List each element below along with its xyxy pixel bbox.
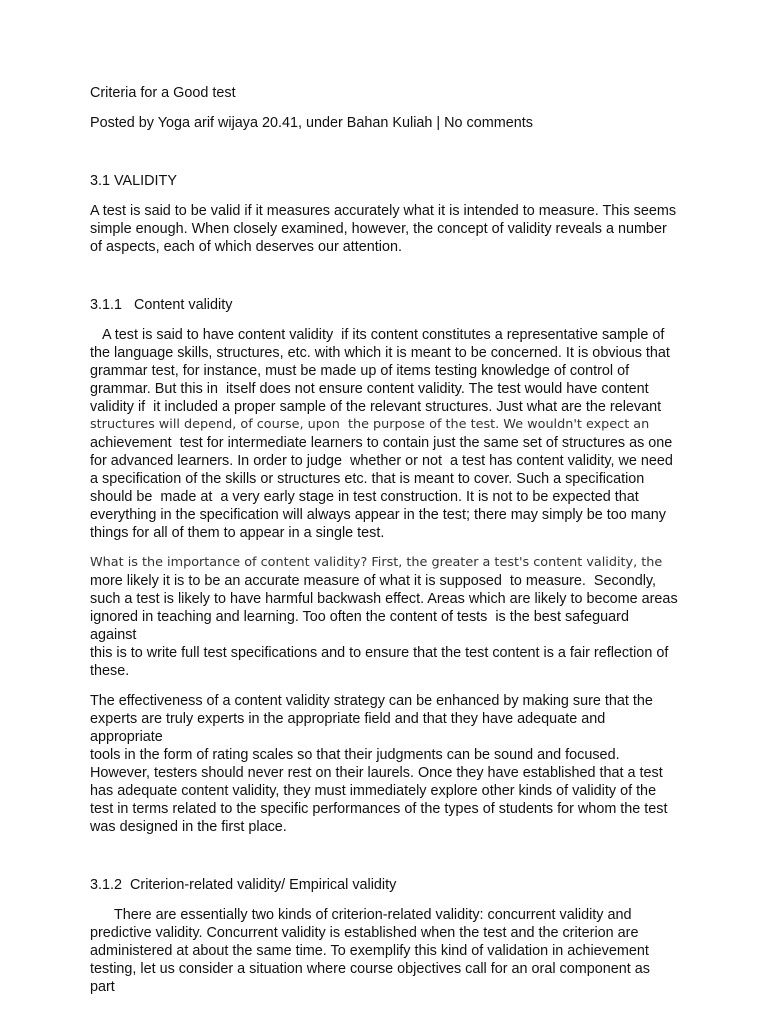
text-line: structures will depend, of course, upon the purpose of the test. We wouldn't expect an bbox=[90, 417, 650, 432]
text-line: A test is said to have content validity if its content constitutes a representative sample of bbox=[90, 327, 665, 343]
text-line: predictive validity. Concurrent validity is established when the test and the criterion are bbox=[90, 925, 639, 941]
text-line: achievement test for intermediate learners to contain just the same set of structures as one bbox=[90, 435, 673, 451]
paragraph bbox=[90, 326, 678, 542]
text-line: this is to write full test specifications and to ensure that the test content is a fair reflection of bbox=[90, 645, 669, 661]
text-line: What is the importance of content validity? First, the greater a test's content validity, the bbox=[90, 555, 663, 570]
text-line: grammar test, for instance, must be made up of items testing knowledge of control of bbox=[90, 363, 630, 379]
text-line: has adequate content validity, they must immediately explore other kinds of validity of the bbox=[90, 783, 657, 799]
subsection-heading: 3.1.2 Criterion-related validity/ Empirical validity bbox=[90, 877, 397, 893]
section-heading: 3.1 VALIDITY bbox=[90, 173, 177, 189]
text-line: a specification of the skills or structures etc. that is meant to cover. Such a specification bbox=[90, 471, 645, 487]
text-line: was designed in the first place. bbox=[90, 819, 287, 835]
paragraph bbox=[90, 554, 678, 680]
text-line: of aspects, each of which deserves our attention. bbox=[90, 239, 402, 255]
document-title: Criteria for a Good test bbox=[90, 85, 236, 101]
text-line: the language skills, structures, etc. with which it is meant to be concerned. It is obvious that bbox=[90, 345, 670, 361]
text-line: However, testers should never rest on their laurels. Once they have established that a test bbox=[90, 765, 663, 781]
paragraph bbox=[90, 906, 678, 996]
text-line: should be made at a very early stage in test construction. It is not to be expected that bbox=[90, 489, 639, 505]
text-line: more likely it is to be an accurate measure of what it is supposed to measure. Secondly, bbox=[90, 573, 657, 589]
text-line: testing, let us consider a situation where course objectives call for an oral component as part bbox=[90, 961, 654, 995]
text-line: The effectiveness of a content validity strategy can be enhanced by making sure that the bbox=[90, 693, 653, 709]
text-line: everything in the specification will always appear in the test; there may simply be too many bbox=[90, 507, 666, 523]
text-line: such a test is likely to have harmful backwash effect. Areas which are likely to become areas bbox=[90, 591, 678, 607]
text-line: these. bbox=[90, 663, 130, 679]
text-line: A test is said to be valid if it measures accurately what it is intended to measure. This seems bbox=[90, 203, 677, 219]
paragraph bbox=[90, 202, 678, 256]
text-line: experts are truly experts in the appropriate field and that they have adequate and appropriate bbox=[90, 711, 610, 745]
text-line: for advanced learners. In order to judge whether or not a test has content validity, we need bbox=[90, 453, 673, 469]
text-line: ignored in teaching and learning. Too often the content of tests is the best safeguard against bbox=[90, 609, 633, 643]
subsection-heading: 3.1.1 Content validity bbox=[90, 297, 233, 313]
text-line: validity if it included a proper sample of the relevant structures. Just what are the relevant bbox=[90, 399, 662, 415]
text-line: administered at about the same time. To exemplify this kind of validation in achievement bbox=[90, 943, 649, 959]
text-line: There are essentially two kinds of criterion-related validity: concurrent validity and bbox=[90, 907, 632, 923]
post-meta: Posted by Yoga arif wijaya 20.41, under Bahan Kuliah | No comments bbox=[90, 115, 533, 131]
paragraph bbox=[90, 692, 678, 836]
text-line: simple enough. When closely examined, however, the concept of validity reveals a number bbox=[90, 221, 667, 237]
text-line: tools in the form of rating scales so that their judgments can be sound and focused. bbox=[90, 747, 620, 763]
text-line: test in terms related to the specific performances of the types of students for whom the test bbox=[90, 801, 668, 817]
text-line: things for all of them to appear in a single test. bbox=[90, 525, 385, 541]
text-line: grammar. But this in itself does not ensure content validity. The test would have content bbox=[90, 381, 649, 397]
